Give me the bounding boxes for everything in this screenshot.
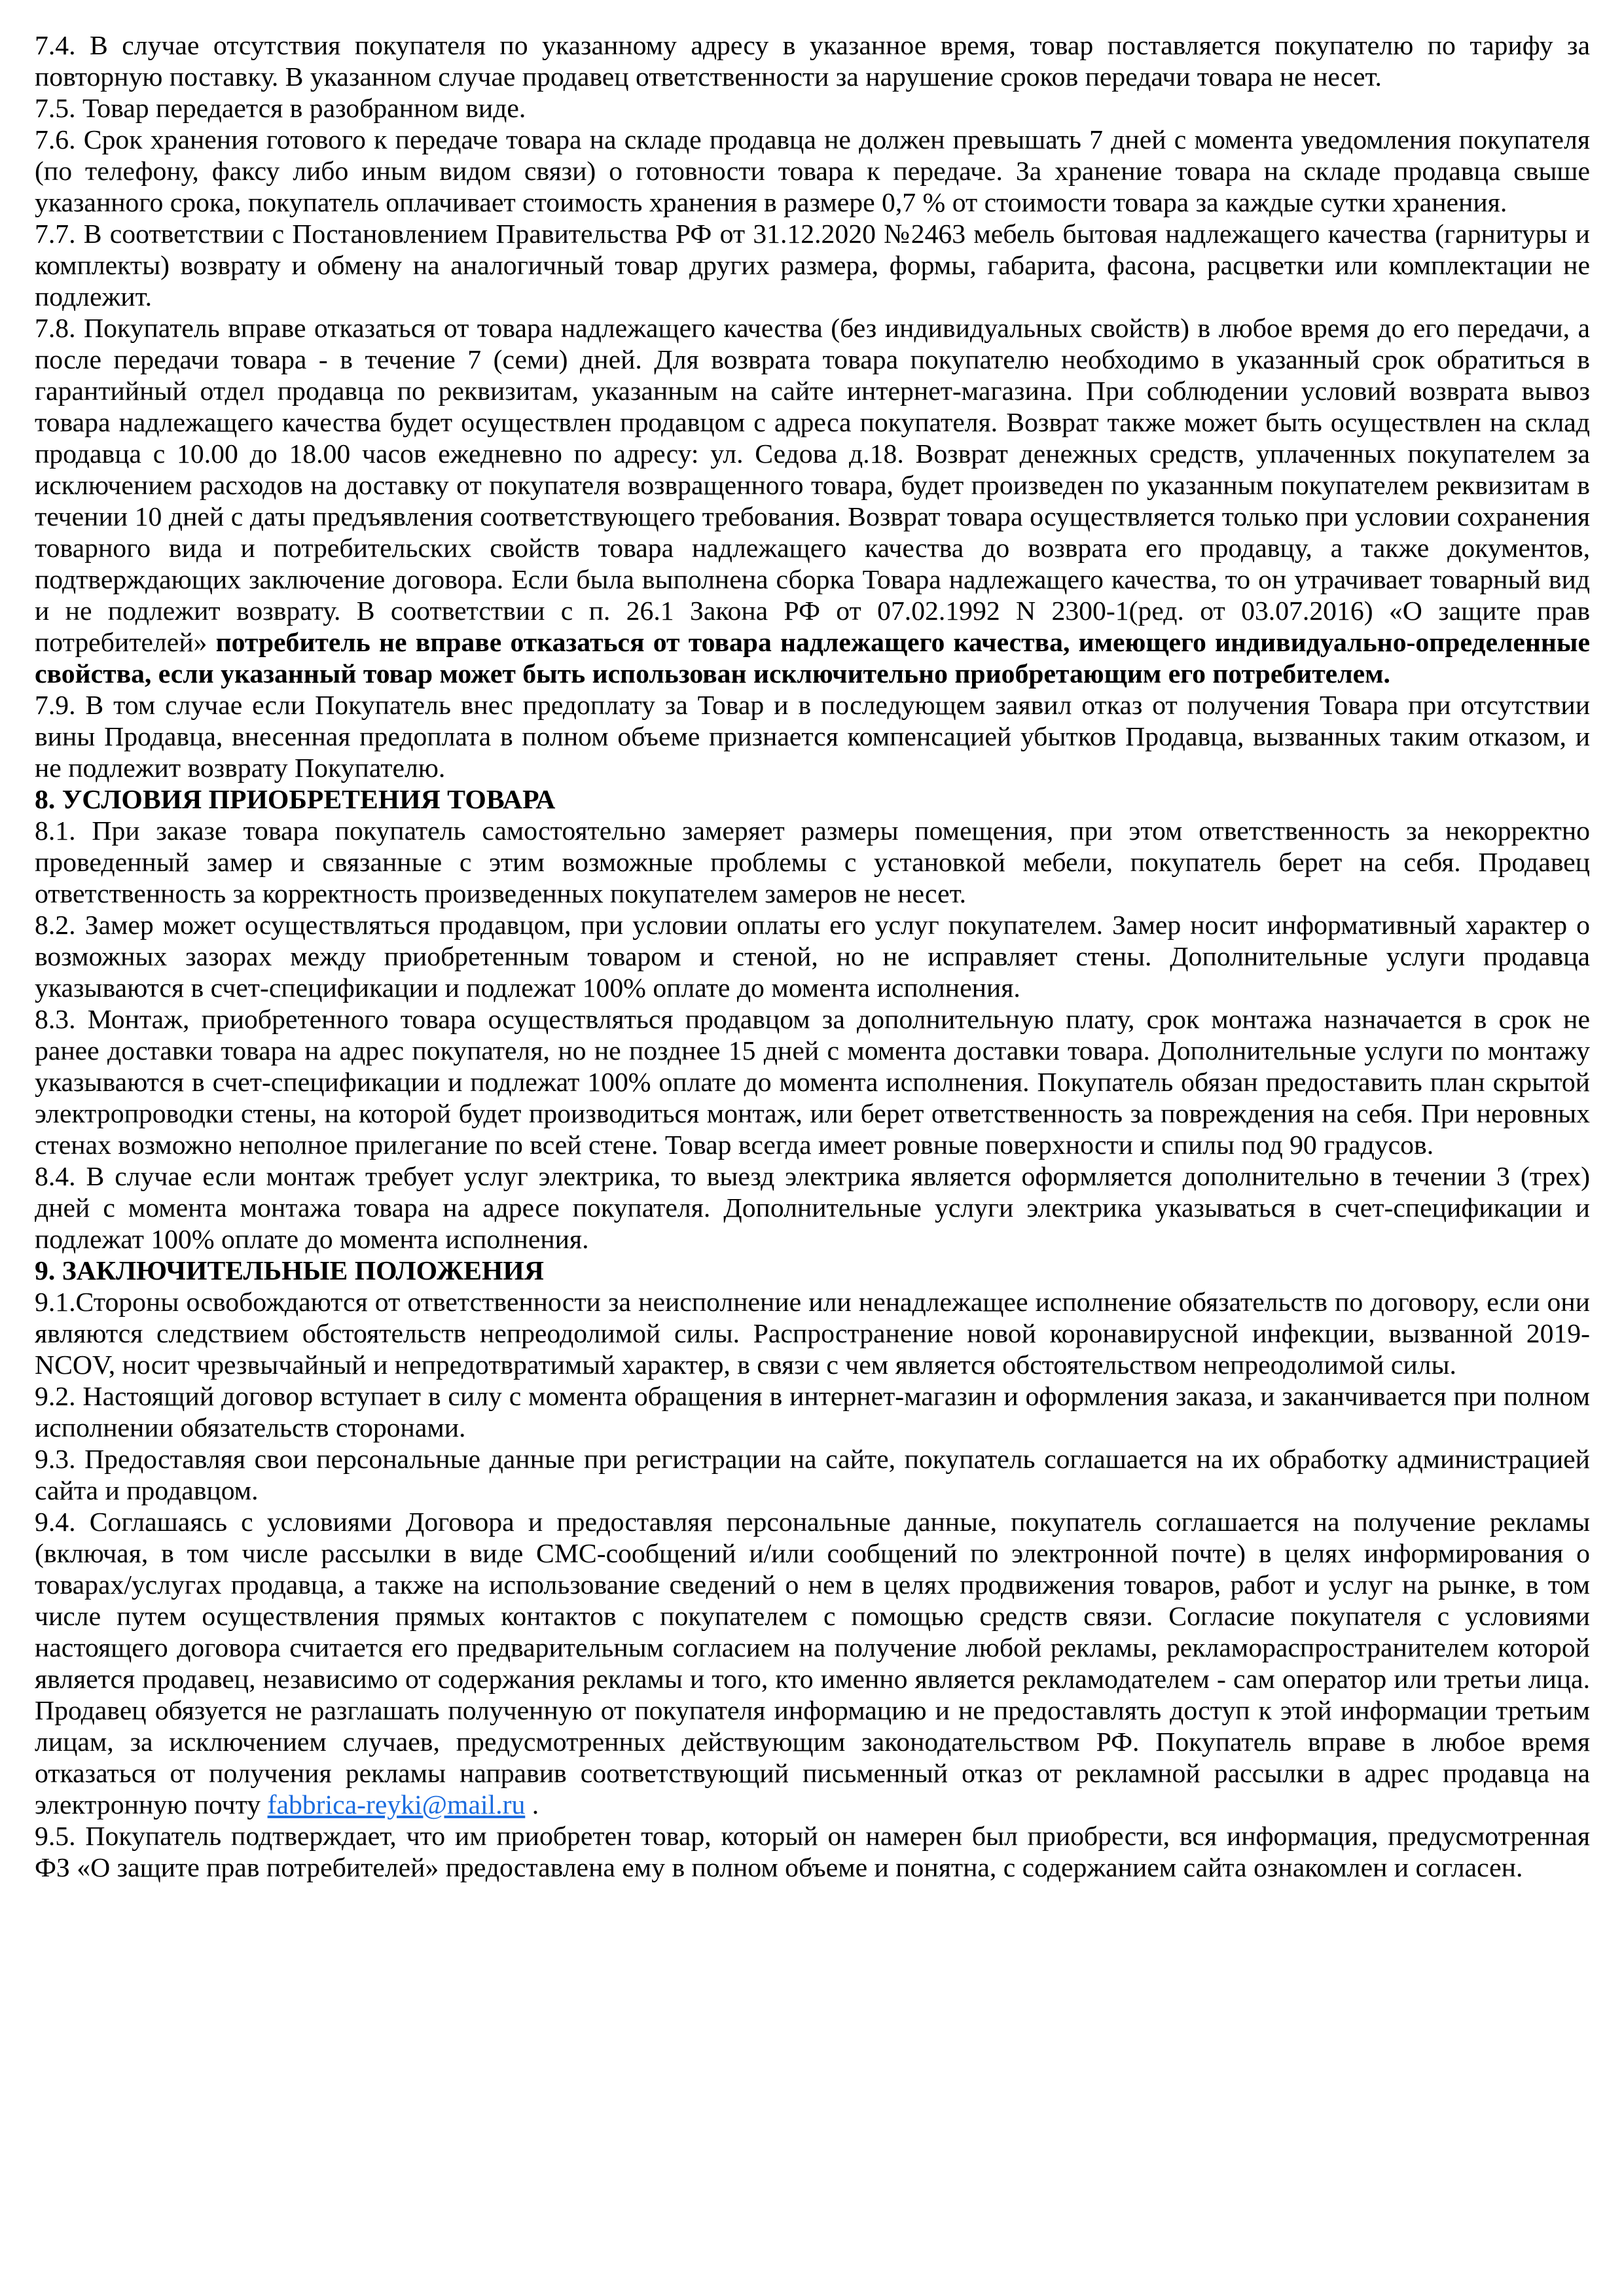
text-run: 7.8. Покупатель вправе отказаться от товара надлежащего качества (без индивидуальных свойств) в любое время до его передачи, а после передачи товара - в течение 7 (семи) дней. Для возврата товара покупателю необходимо в указанный срок обратиться в гарантийный отдел продавца по реквизитам, указанным на сайте интернет-магазина. При соблюдении условий возврата вывоз товара надлежащего качества будет осуществлен продавцом с адреса покупателя. Возврат также может быть осуществлен на склад продавца с 10.00 до 18.00 часов ежедневно по адресу: ул. Седова д.18. Возврат денежных средств, уплаченных покупателем за исключением расходов на доставку от покупателя возвращенного товара, будет произведен по указанным покупателем реквизитам в течении 10 дней с даты предъявления соответствующего требования. Возврат товара осуществляется только при условии сохранения товарного вида и потребительских свойств товара надлежащего качества до возврата его продавцу, а также документов, подтверждающих заключение договора. Если была выполнена сборка Товара надлежащего качества, то он утрачивает товарный вид и не подлежит возврату. В соответствии с п. 26.1 Закона РФ от 07.02.1992 N 2300-1(ред. от 03.07.2016) «О защите прав потребителей» bbox=[35, 314, 1590, 658]
bold-text-run: 9. ЗАКЛЮЧИТЕЛЬНЫЕ ПОЛОЖЕНИЯ bbox=[35, 1256, 544, 1286]
text-run: 7.9. В том случае если Покупатель внес предоплату за Товар и в последующем заявил отказ от получения Товара при отсутствии вины Продавца, внесенная предоплата в полном объеме признается компенсацией убытков Продавца, вызванных таким отказом, и не подлежит возврату Покупателю. bbox=[35, 691, 1590, 783]
text-run: 8.2. Замер может осуществляться продавцом, при условии оплаты его услуг покупателем. Замер носит информативный характер о возможных зазорах между приобретенным товаром и стеной, но не исправляет стены. Дополнительные услуги продавца указываются в счет-спецификации и подлежат 100% оплате до момента исполнения. bbox=[35, 910, 1590, 1003]
section-8-heading bbox=[35, 784, 1590, 816]
clause-8-1 bbox=[35, 816, 1590, 910]
clause-9-1 bbox=[35, 1287, 1590, 1381]
text-run: 7.7. В соответствии с Постановлением Правительства РФ от 31.12.2020 №2463 мебель бытовая надлежащего качества (гарнитуры и комплекты) возврату и обмену на аналогичный товар других размера, формы, габарита, фасона, расцветки или комплектации не подлежит. bbox=[35, 219, 1590, 312]
clause-8-3 bbox=[35, 1004, 1590, 1161]
text-run: 7.5. Товар передается в разобранном виде. bbox=[35, 94, 526, 124]
text-run: 9.3. Предоставляя свои персональные данные при регистрации на сайте, покупатель соглашается на их обработку администрацией сайта и продавцом. bbox=[35, 1444, 1590, 1506]
section-9-heading bbox=[35, 1255, 1590, 1287]
clause-7-9 bbox=[35, 690, 1590, 784]
clause-9-5 bbox=[35, 1821, 1590, 1884]
clause-9-4 bbox=[35, 1507, 1590, 1821]
bold-text-run: потребитель не вправе отказаться от товара надлежащего качества, имеющего индивидуально-определенные свойства, если указанный товар может быть использован исключительно приобретающим его потребителем. bbox=[35, 628, 1590, 689]
clause-7-6 bbox=[35, 124, 1590, 219]
clause-8-4 bbox=[35, 1161, 1590, 1255]
text-run: 9.2. Настоящий договор вступает в силу с момента обращения в интернет-магазин и оформления заказа, и заканчивается при полном исполнении обязательств сторонами. bbox=[35, 1382, 1590, 1443]
clause-7-7 bbox=[35, 219, 1590, 313]
text-run: 8.3. Монтаж, приобретенного товара осуществляться продавцом за дополнительную плату, срок монтажа назначается в срок не ранее доставки товара на адрес покупателя, но не позднее 15 дней с момента доставки товара. Дополнительные услуги по монтажу указываются в счет-спецификации и подлежат 100% оплате до момента исполнения. Покупатель обязан предоставить план скрытой электропроводки стены, на которой будет производиться монтаж, или берет ответственность за повреждения на себя. При неровных стенах возможно неполное прилегание по всей стене. Товар всегда имеет ровные поверхности и спилы под 90 градусов. bbox=[35, 1005, 1590, 1160]
bold-text-run: 8. УСЛОВИЯ ПРИОБРЕТЕНИЯ ТОВАРА bbox=[35, 785, 556, 815]
text-run: 8.1. При заказе товара покупатель самостоятельно замеряет размеры помещения, при этом ответственность за некорректно проведенный замер и связанные с этим возможные проблемы с установкой мебели, покупатель берет на себя. Продавец ответственность за корректность произведенных покупателем замеров не несет. bbox=[35, 816, 1590, 909]
clause-7-5 bbox=[35, 93, 1590, 124]
clause-8-2 bbox=[35, 910, 1590, 1004]
clause-9-2 bbox=[35, 1381, 1590, 1444]
clause-7-4 bbox=[35, 30, 1590, 93]
text-run: 9.5. Покупатель подтверждает, что им приобретен товар, который он намерен был приобрести, вся информация, предусмотренная ФЗ «О защите прав потребителей» предоставлена ему в полном объеме и понятна, с содержанием сайта ознакомлен и согласен. bbox=[35, 1821, 1590, 1883]
text-run: 9.4. Соглашаясь с условиями Договора и предоставляя персональные данные, покупатель соглашается на получение рекламы (включая, в том числе рассылки в виде СМС-сообщений и/или сообщений по электронной почте) в целях информирования о товарах/услугах продавца, а также на использование сведений о нем в целях продвижения товаров, работ и услуг на рынке, в том числе путем осуществления прямых контактов с покупателем с помощью средств связи. Согласие покупателя с условиями настоящего договора считается его предварительным согласием на получение любой рекламы, рекламораспространителем которой является продавец, независимо от содержания рекламы и того, кто именно является рекламодателем - сам оператор или третьи лица. Продавец обязуется не разглашать полученную от покупателя информацию и не предоставлять доступ к этой информации третьим лицам, за исключением случаев, предусмотренных действующим законодательством РФ. Покупатель вправе в любое время отказаться от получения рекламы направив соответствующий письменный отказ от рекламной рассылки в адрес продавца на электронную почту bbox=[35, 1507, 1590, 1820]
text-run: . bbox=[525, 1790, 539, 1820]
email-link[interactable]: fabbrica-reyki@mail.ru bbox=[267, 1790, 526, 1820]
text-run: 9.1.Стороны освобождаются от ответственности за неисполнение или ненадлежащее исполнение обязательств по договору, если они являются следствием обстоятельств непреодолимой силы. Распространение новой коронавирусной инфекции, вызванной 2019-NCOV, носит чрезвычайный и непредотвратимый характер, в связи с чем является обстоятельством непреодолимой силы. bbox=[35, 1287, 1590, 1380]
clause-7-8 bbox=[35, 313, 1590, 690]
clause-9-3 bbox=[35, 1444, 1590, 1507]
text-run: 7.4. В случае отсутствия покупателя по указанному адресу в указанное время, товар поставляется покупателю по тарифу за повторную поставку. В указанном случае продавец ответственности за нарушение сроков передачи товара не несет. bbox=[35, 31, 1590, 92]
text-run: 8.4. В случае если монтаж требует услуг электрика, то выезд электрика является оформляется дополнительно в течении 3 (трех) дней с момента монтажа товара на адресе покупателя. Дополнительные услуги электрика указываться в счет-спецификации и подлежат 100% оплате до момента исполнения. bbox=[35, 1162, 1590, 1255]
text-run: 7.6. Срок хранения готового к передаче товара на складе продавца не должен превышать 7 дней с момента уведомления покупателя (по телефону, факсу либо иным видом связи) о готовности товара к передаче. За хранение товара на складе продавца свыше указанного срока, покупатель оплачивает стоимость хранения в размере 0,7 % от стоимости товара за каждые сутки хранения. bbox=[35, 125, 1590, 218]
document-body bbox=[35, 30, 1590, 1884]
